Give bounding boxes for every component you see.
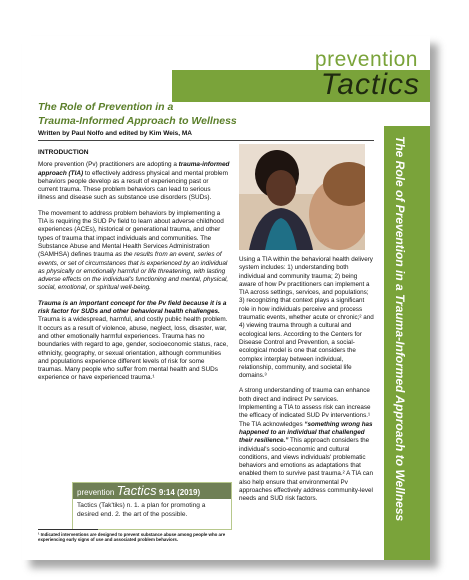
right-p2-quote: “something wrong has happened to an individual that challenged their resilience.” — [239, 420, 373, 445]
intro-p1-emphasis: trauma-informed approach (TIA) — [38, 161, 230, 177]
brand-word-tactics: Tactics — [320, 68, 420, 101]
intro-paragraph-2 — [38, 210, 230, 293]
definition-header — [73, 483, 231, 499]
definition-body: Tactics (Tak'tiks) n. 1. a plan for promoting a desired end. 2. the art of the possible. — [77, 502, 206, 518]
issue-number: 9:14 (2019) — [158, 488, 201, 497]
right-paragraph-1: Using a TIA within the behavioral health delivery system includes: 1) understanding both individual and community trauma; 2) being aware of how Pv practitioners can implement a TIA across settings, services, and populations; 3) recognizing that context plays a significant role in how individuals perceive and process traumatic events, whether acute or chronic;² and 4) viewing trauma through a cultural and ecological lens. According to the Centers for Disease Control and Prevention, a social-ecological model is one that considers the complex interplay between individual, relationship, community, and societal life domains.³ — [239, 256, 374, 380]
right-p2-text-2: This approach considers the individual's socio-economic and cultural conditions, and views individuals' problematic behaviors and emotions as adaptations that enabled them to survive past trauma.² A TIA can also help ensure that environmental Pv approaches effectively address community-level needs and SUD risk factors. — [239, 437, 373, 503]
intro-p1-text-2: to effectively address physical and mental problem behaviors people develop as a result of experiencing past or current trauma. These problem behaviors can lead to serious illness and disease such as substance use disorders (SUDs). — [38, 169, 228, 202]
intro-p3-text: Trauma is a widespread, harmful, and costly public health problem. It occurs as a result of violence, abuse, neglect, loss, disaster, war, and other emotionally harmful experiences. Trauma has no boundaries with regard to age, gender, socioeconomic status, race, ethnicity, geography, or sexual orientation, although communities and populations experience different levels of risk for some traumas. Many people who suffer from mental health and SUDs experience or have experienced trauma.¹ — [38, 316, 229, 382]
section-heading-introduction: INTRODUCTION — [38, 149, 89, 156]
definition-box — [72, 482, 232, 530]
title-line-2: Trauma-Informed Approach to Wellness — [38, 115, 237, 127]
right-column — [239, 256, 375, 511]
brand-word-prevention: prevention — [314, 48, 418, 71]
right-p2-text: A strong understanding of trauma can enhance both direct and indirect Pv services. Implementing a TIA to assess risk can increase the efficacy of indicated SUD Pv interventions.¹ The TIA acknowledges — [239, 387, 371, 428]
right-paragraph-2 — [239, 387, 375, 503]
header-rule — [38, 140, 374, 141]
byline: Written by Paul Nolfo and edited by Kim Weis, MA — [38, 130, 192, 137]
definition-brand-tactics: Tactics — [116, 483, 157, 498]
sidebar-title: The Role of Prevention in a Trauma-Informed Approach to Wellness — [393, 136, 407, 522]
footnote-rule — [38, 529, 98, 530]
left-column — [38, 149, 230, 390]
intro-p1-text: More prevention (Pv) practitioners are adopting a — [38, 161, 179, 169]
clinician-photo — [239, 144, 365, 250]
intro-p3-emphasis: Trauma is an important concept for the Pv field because it is a risk factor for SUDs and other behavioral health challenges. — [38, 299, 227, 316]
definition-brand-prevention: prevention — [77, 488, 115, 497]
intro-p2-definition: as the results from an event, series of events, or set of circumstances that is experienced by an individual as physically or emotionally harmful or life threatening, with lasting adverse effects on the individual's functioning and mental, physical, social, emotional, or spiritual well-being. — [38, 251, 229, 292]
document-title — [38, 100, 308, 128]
green-sidebar — [384, 126, 430, 560]
intro-paragraph-3 — [38, 300, 230, 383]
intro-paragraph-1 — [38, 161, 230, 202]
title-line-1: The Role of Prevention in a — [38, 101, 174, 113]
document-page — [22, 36, 430, 560]
footnote: ¹ Indicated interventions are designed to prevent substance abuse among people who are experiencing early signs of use and associated problem behaviors. — [38, 532, 226, 543]
intro-p2-text: The movement to address problem behaviors by implementing a TIA is requiring the SUD Pv field to learn about adverse childhood experiences (ACEs), historical or generational trauma, and other types of trauma that impact individuals and communities. The Substance Abuse and Mental Health Services Administration (SAMHSA) defines trauma — [38, 209, 224, 259]
